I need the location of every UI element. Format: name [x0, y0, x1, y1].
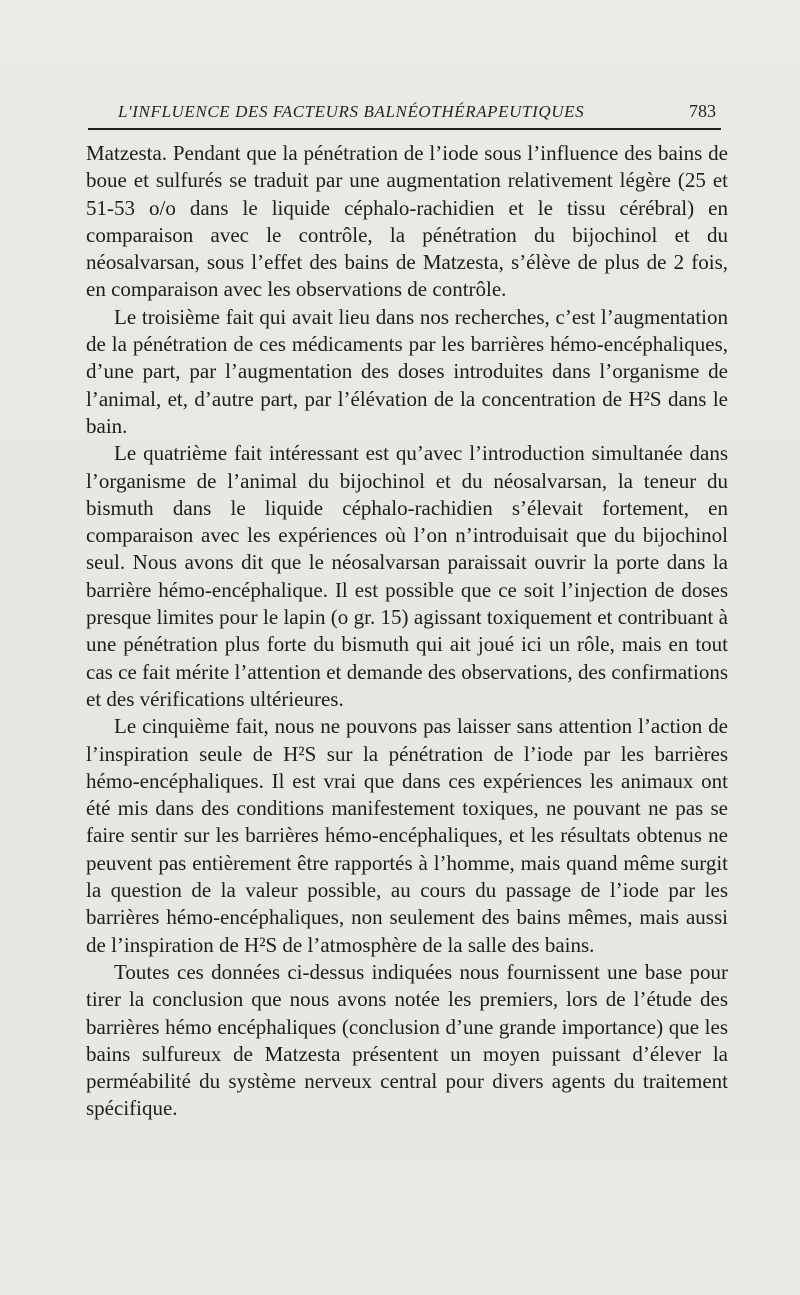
paragraph-1: Matzesta. Pendant que la pénétration de l’iode sous l’influence des bains de boue et sulfurés se traduit par une augmentation relativement légère (25 et 51-53 o/o dans le liquide céphalo-rachidien et le tissu cérébral) en comparaison avec le contrôle, la pénétration du bijochinol et du néosalvarsan, sous l’effet des bains de Matzesta, s’élève de plus de 2 fois, en comparaison avec les observations de contrôle. [86, 141, 728, 302]
running-title: L'INFLUENCE DES FACTEURS BALNÉOTHÉRAPEUTIQUES [118, 102, 585, 121]
paragraph-2: Le troisième fait qui avait lieu dans nos recherches, c’est l’augmentation de la pénétration de ces médicaments par les barrières hémo-encéphaliques, d’une part, par l’augmentation des doses introduites dans l’organisme de l’animal, et, d’autre part, par l’élévation de la concentration de H²S dans le bain. [86, 304, 728, 438]
paragraph-5: Toutes ces données ci-dessus indiquées nous fournissent une base pour tirer la conclusion que nous avons notée les premiers, lors de l’étude des barrières hémo encéphaliques (conclusion d’une grande importance) que les bains sulfureux de Matzesta présentent un moyen puissant d’élever la perméabilité du système nerveux central pour divers agents du traitement spécifique. [86, 959, 728, 1121]
body-text [86, 140, 728, 1240]
paragraph-3: Le quatrième fait intéressant est qu’avec l’introduction simultanée dans l’organisme de l’animal du bijochinol et du néosalvarsan, la teneur du bismuth dans le liquide céphalo-rachidien s’élevait fortement, en comparaison avec les expériences où l’on n’introduisait que du bijochinol seul. Nous avons dit que le néosalvarsan paraissait ouvrir la porte dans la barrière hémo-encéphalique. Il est possible que ce soit l’injection de doses presque limites pour le lapin (o gr. 15) agissant toxiquement et contribuant à une pénétration plus forte du bismuth qui ait joué ici un rôle, mais en tout cas ce fait mérite l’attention et demande des observations, des confirmations et des vérifications ultérieures. [86, 441, 728, 711]
paragraph-4: Le cinquième fait, nous ne pouvons pas laisser sans attention l’action de l’inspiration seule de H²S sur la pénétration de l’iode par les barrières hémo-encéphaliques. Il est vrai que dans ces expériences les animaux ont été mis dans des conditions manifestement toxiques, ne pouvant ne pas se faire sentir sur les barrières hémo-encéphaliques, et les résultats obtenus ne peuvent pas entièrement être rapportés à l’homme, mais quand même surgit la question de la valeur possible, au cours du passage de l’iode par les barrières hémo-encéphaliques, non seulement des bains mêmes, mais aussi de l’inspiration de H²S de l’atmosphère de la salle des bains. [86, 714, 728, 957]
page-header [88, 88, 716, 122]
page-number: 783 [689, 101, 716, 121]
header-rule [88, 128, 721, 130]
